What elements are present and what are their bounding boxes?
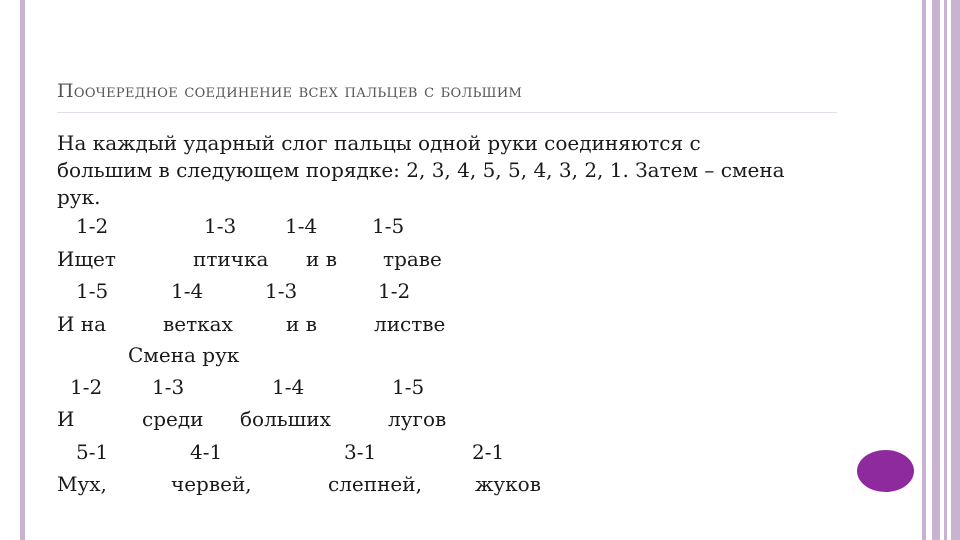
finger-pair: 3-1 (344, 440, 377, 464)
accent-dot (857, 450, 914, 492)
rhyme-word: ветках (163, 312, 233, 336)
rhyme-word: и в (306, 247, 337, 271)
finger-pair: 1-3 (204, 214, 237, 238)
right-decorative-rule (944, 0, 947, 540)
rhyme-word: И (57, 407, 75, 431)
rhyme-word: Мух, (57, 472, 107, 496)
hand-switch-label: Смена рук (128, 343, 240, 367)
rhyme-word: больших (240, 407, 331, 431)
right-decorative-rule (951, 0, 960, 540)
left-decorative-rule (20, 0, 25, 540)
finger-pair: 1-5 (372, 214, 405, 238)
finger-pair: 4-1 (190, 440, 223, 464)
rhyme-word: листве (374, 312, 446, 336)
rhyme-word: червей, (171, 472, 252, 496)
rhyme-word: траве (383, 247, 442, 271)
title-divider (57, 112, 837, 113)
rhyme-word: Ищет (57, 247, 116, 271)
slide-body (57, 130, 797, 211)
finger-pair: 1-4 (272, 375, 305, 399)
rhyme-word: лугов (388, 407, 447, 431)
rhyme-word: И на (57, 312, 107, 336)
finger-pair: 1-2 (378, 279, 411, 303)
finger-pair: 5-1 (76, 440, 109, 464)
rhyme-word: и в (286, 312, 317, 336)
slide-title: Поочередное соединение всех пальцев с большим (57, 80, 523, 102)
finger-pair: 1-4 (285, 214, 318, 238)
finger-pair: 1-5 (392, 375, 425, 399)
finger-pair: 1-2 (70, 375, 103, 399)
right-decorative-rule (922, 0, 926, 540)
right-decorative-rule (932, 0, 940, 540)
intro-paragraph: На каждый ударный слог пальцы одной руки соединяются с большим в следующем порядке: 2, 3, 4, 5, 5, 4, 3, 2, 1. Затем – смена рук. (57, 131, 785, 209)
finger-pair: 1-2 (76, 214, 109, 238)
rhyme-word: среди (142, 407, 204, 431)
rhyme-word: жуков (475, 472, 541, 496)
rhyme-word: птичка (193, 247, 269, 271)
finger-pair: 1-4 (171, 279, 204, 303)
finger-pair: 2-1 (472, 440, 505, 464)
rhyme-word: слепней, (328, 472, 422, 496)
finger-pair: 1-3 (152, 375, 185, 399)
finger-pair: 1-3 (265, 279, 298, 303)
finger-pair: 1-5 (76, 279, 109, 303)
